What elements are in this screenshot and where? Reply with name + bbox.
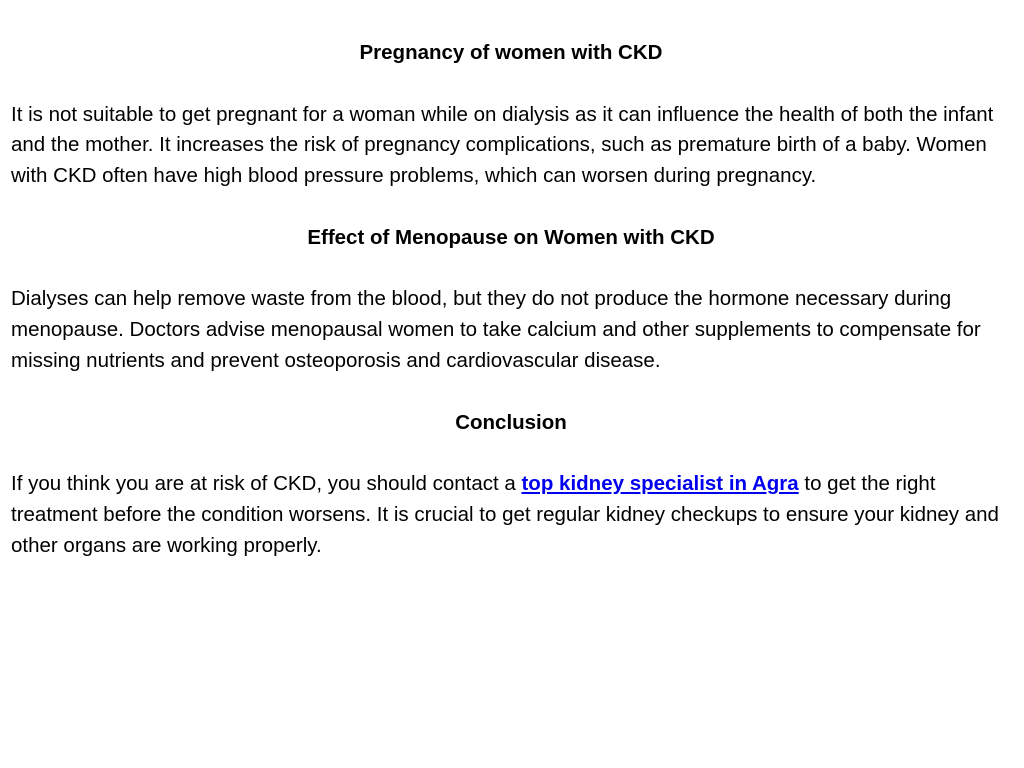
conclusion-text-before-link: If you think you are at risk of CKD, you should contact a bbox=[11, 472, 522, 496]
conclusion-text-after-link: to get the right treatment before the condition worsens. It is crucial to get regular kidney checkups to ensure your kidney and other organs are working properly. bbox=[11, 472, 999, 557]
section-body-conclusion bbox=[11, 469, 1011, 561]
section-body-menopause: Dialyses can help remove waste from the blood, but they do not produce the hormone necessary during menopause. Doctors advise menopausal women to take calcium and other supplements to compensate for missing nutrients and prevent osteoporosis and cardiovascular disease. bbox=[11, 287, 981, 372]
spacer bbox=[11, 69, 1011, 100]
spacer bbox=[11, 254, 1011, 285]
spacer bbox=[11, 377, 1011, 408]
section-heading-conclusion: Conclusion bbox=[455, 410, 567, 434]
spacer bbox=[11, 192, 1011, 223]
section-body-pregnancy: It is not suitable to get pregnant for a woman while on dialysis as it can influence the health of both the infant and the mother. It increases the risk of pregnancy complications, such as premature birth of a baby. Women with CKD often have high blood pressure problems, which can worsen during pregnancy. bbox=[11, 102, 994, 188]
section-heading-pregnancy: Pregnancy of women with CKD bbox=[359, 41, 663, 64]
section-heading-menopause: Effect of Menopause on Women with CKD bbox=[307, 225, 715, 249]
kidney-specialist-link[interactable]: top kidney specialist in Agra bbox=[521, 472, 799, 496]
spacer bbox=[11, 438, 1011, 469]
document-body bbox=[11, 38, 1011, 562]
